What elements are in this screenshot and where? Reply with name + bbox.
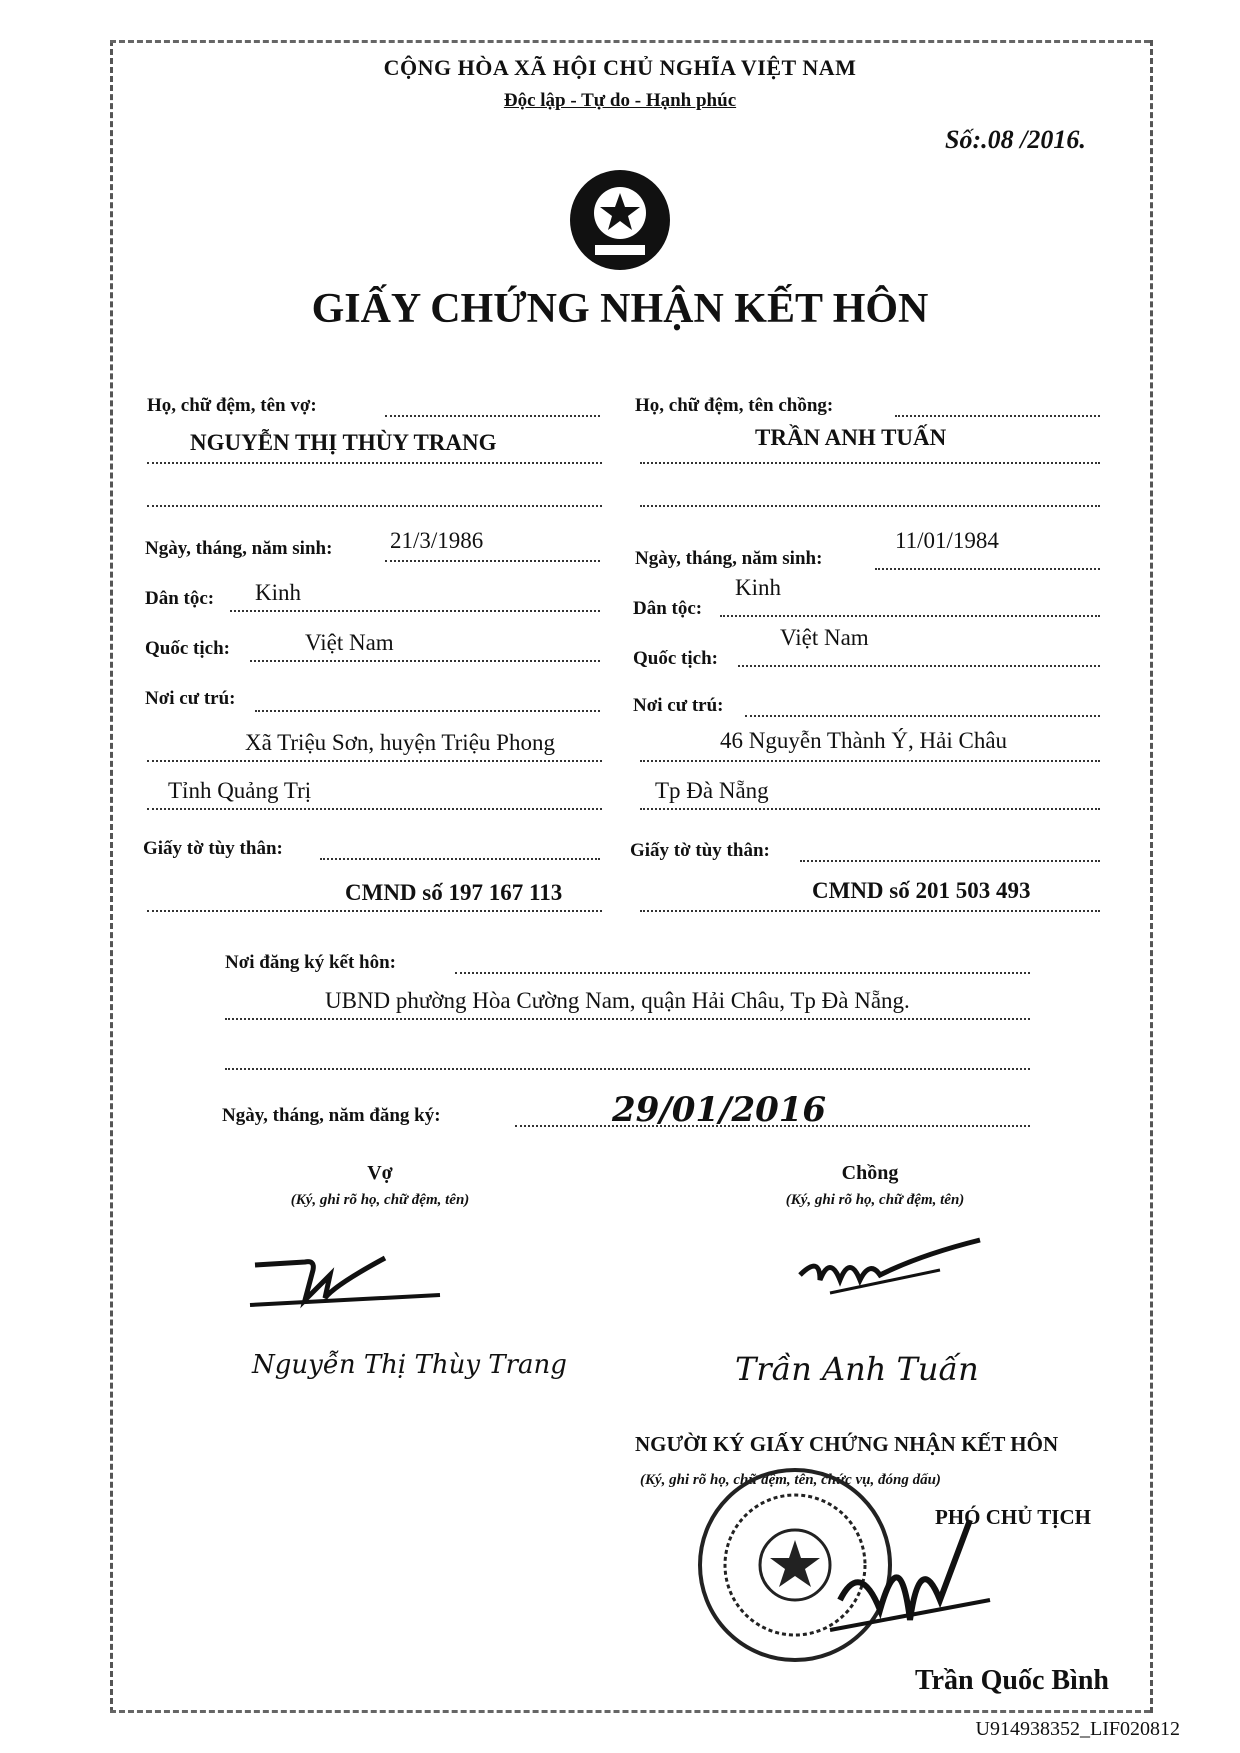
dotted-line (640, 760, 1100, 762)
wife-sign-title: Vợ (367, 1162, 393, 1184)
dotted-line (255, 710, 600, 712)
wife-nationality: Việt Nam (305, 630, 394, 655)
husband-written-name: Trần Anh Tuấn (735, 1350, 979, 1388)
husband-residence-line1: 46 Nguyễn Thành Ý, Hải Châu (720, 728, 1008, 753)
registration-date: 29/01/2016 (612, 1090, 827, 1130)
official-note: (Ký, ghi rõ họ, chữ đệm, tên, chức vụ, đóng dấu) (640, 1472, 941, 1488)
husband-sign-title: Chồng (841, 1162, 899, 1184)
official-position: PHÓ CHỦ TỊCH (935, 1505, 1091, 1529)
dotted-line (147, 462, 602, 464)
husband-signature-icon (790, 1235, 990, 1315)
wife-id: CMND số 197 167 113 (345, 880, 563, 905)
husband-nationality: Việt Nam (780, 625, 869, 650)
wife-dob: 21/3/1986 (390, 528, 484, 553)
dotted-line (745, 715, 1100, 717)
document-id: U914938352_LIF020812 (975, 1718, 1180, 1740)
dotted-line (230, 610, 600, 612)
husband-name-label: Họ, chữ đệm, tên chồng: (635, 395, 834, 416)
nation-heading: CỘNG HÒA XÃ HỘI CHỦ NGHĨA VIỆT NAM (383, 55, 857, 80)
dotted-line (455, 972, 1030, 974)
wife-written-name: Nguyễn Thị Thùy Trang (252, 1350, 567, 1380)
national-emblem-icon (565, 165, 675, 275)
registration-place: UBND phường Hòa Cường Nam, quận Hải Châu, Tp Đà Nẵng. (325, 988, 910, 1013)
husband-ethnicity: Kinh (735, 575, 781, 600)
husband-dob-label: Ngày, tháng, năm sinh: (635, 548, 823, 569)
dotted-line (147, 910, 602, 912)
dotted-line (147, 808, 602, 810)
top-border (110, 40, 1150, 43)
dotted-line (738, 665, 1100, 667)
dotted-line (640, 505, 1100, 507)
dotted-line (147, 505, 602, 507)
dotted-line (875, 568, 1100, 570)
dotted-line (640, 808, 1100, 810)
official-name: Trần Quốc Bình (915, 1665, 1109, 1696)
dotted-line (147, 760, 602, 762)
dotted-line (250, 660, 600, 662)
serial-number: Số:.08 /2016. (945, 125, 1086, 154)
official-signature-icon (820, 1500, 1000, 1640)
wife-residence-label: Nơi cư trú: (145, 688, 236, 709)
husband-dob: 11/01/1984 (895, 528, 999, 553)
official-heading: NGƯỜI KÝ GIẤY CHỨNG NHẬN KẾT HÔN (635, 1432, 1059, 1456)
husband-residence-line2: Tp Đà Nẵng (655, 778, 769, 803)
dotted-line (385, 415, 600, 417)
husband-residence-label: Nơi cư trú: (633, 695, 724, 716)
wife-sign-note: (Ký, ghi rõ họ, chữ đệm, tên) (290, 1192, 470, 1208)
wife-name-label: Họ, chữ đệm, tên vợ: (147, 395, 317, 416)
wife-ethnicity-label: Dân tộc: (145, 588, 215, 609)
husband-name: TRẦN ANH TUẤN (755, 425, 947, 450)
wife-name: NGUYỄN THỊ THÙY TRANG (190, 430, 497, 455)
dotted-line (720, 615, 1100, 617)
wife-id-label: Giấy tờ tùy thân: (143, 838, 283, 859)
wife-signature-icon (245, 1240, 445, 1320)
wife-residence-line1: Xã Triệu Sơn, huyện Triệu Phong (245, 730, 555, 755)
bottom-border (110, 1710, 1150, 1713)
dotted-line (385, 560, 600, 562)
dotted-line (895, 415, 1100, 417)
husband-nationality-label: Quốc tịch: (633, 648, 718, 669)
dotted-line (225, 1068, 1030, 1070)
dotted-line (225, 1018, 1030, 1020)
husband-ethnicity-label: Dân tộc: (633, 598, 703, 619)
registration-date-label: Ngày, tháng, năm đăng ký: (222, 1105, 441, 1126)
document-title: GIẤY CHỨNG NHẬN KẾT HÔN (311, 286, 929, 332)
wife-ethnicity: Kinh (255, 580, 301, 605)
husband-sign-note: (Ký, ghi rõ họ, chữ đệm, tên) (785, 1192, 965, 1208)
registration-place-label: Nơi đăng ký kết hôn: (225, 952, 397, 973)
husband-id-label: Giấy tờ tùy thân: (630, 840, 770, 861)
wife-dob-label: Ngày, tháng, năm sinh: (145, 538, 333, 559)
dotted-line (800, 860, 1100, 862)
wife-nationality-label: Quốc tịch: (145, 638, 230, 659)
wife-residence-line2: Tỉnh Quảng Trị (168, 778, 312, 803)
husband-id: CMND số 201 503 493 (812, 878, 1031, 903)
dotted-line (320, 858, 600, 860)
dotted-line (640, 462, 1100, 464)
motto: Độc lập - Tự do - Hạnh phúc (503, 90, 737, 111)
dotted-line (640, 910, 1100, 912)
